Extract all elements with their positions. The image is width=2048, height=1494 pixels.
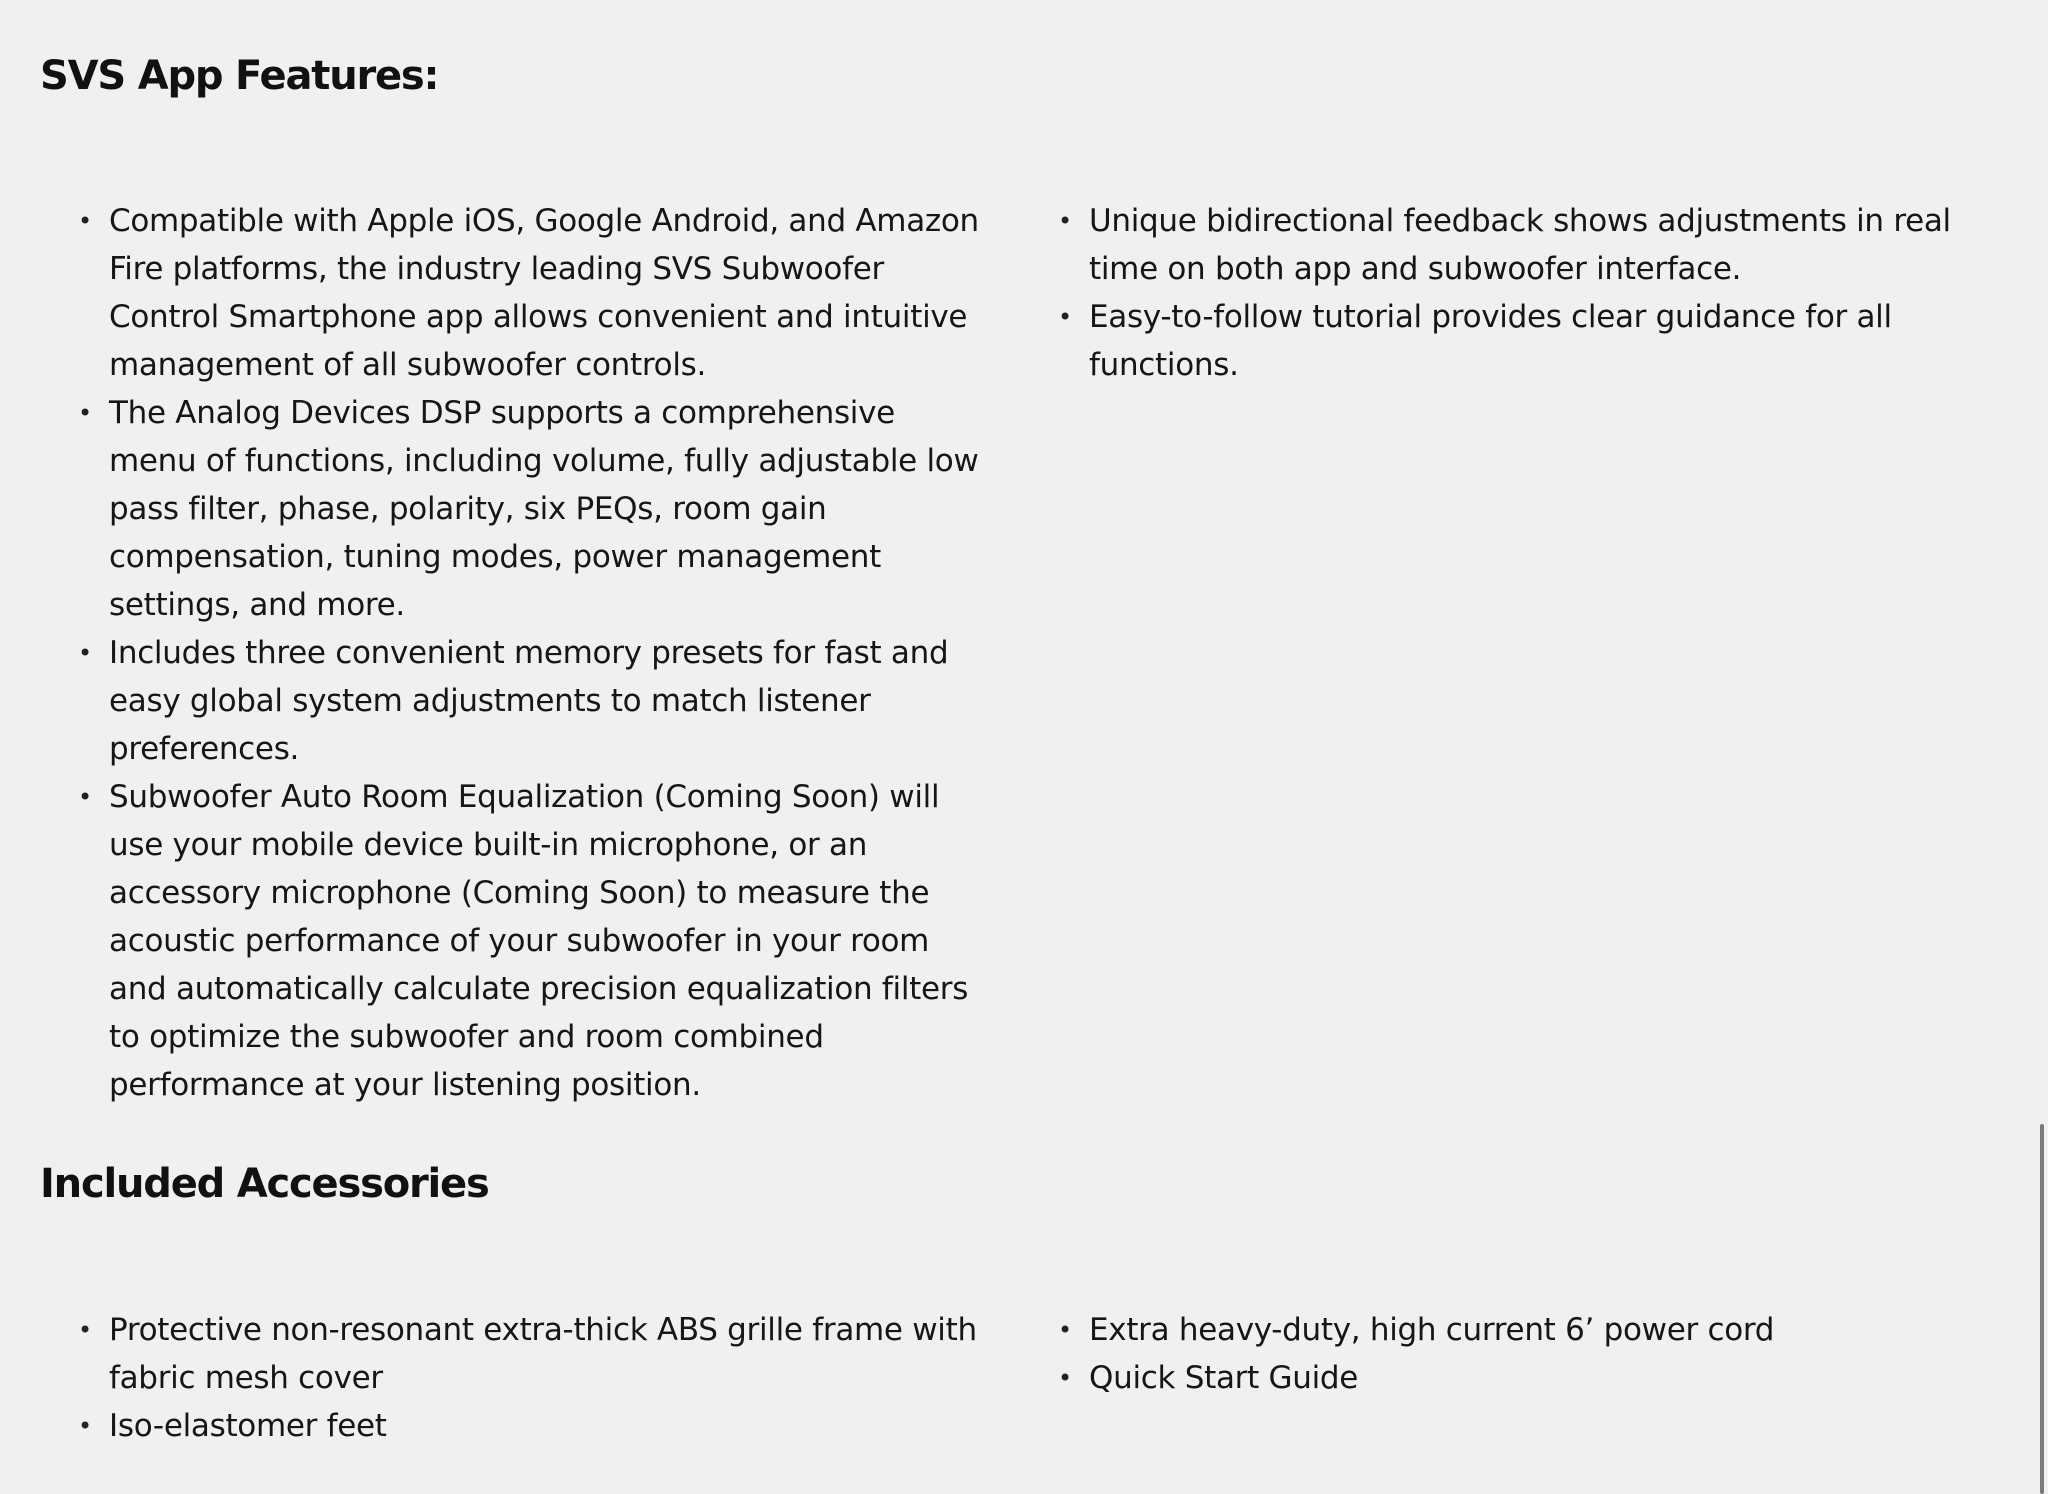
list-item: • Includes three convenient memory presets for fast and easy global system adjustments to match listener preferences. [40,629,981,773]
bullet-icon: • [78,207,92,235]
bullet-icon: • [1058,1364,1072,1392]
app-features-left-list [40,197,981,1109]
bullet-icon: • [78,1316,92,1344]
bullet-icon: • [1058,207,1072,235]
list-item: • Easy-to-follow tutorial provides clear guidance for all functions. [1020,293,1961,389]
list-item: • Compatible with Apple iOS, Google Android, and Amazon Fire platforms, the industry leading SVS Subwoofer Control Smartphone app allows convenient and intuitive management of all subwoofer controls. [40,197,981,389]
accessories-left-list [40,1306,981,1450]
bullet-icon: • [1058,303,1072,331]
svs-app-features-heading: SVS App Features: [40,53,439,99]
scrollbar-thumb[interactable] [2040,1124,2044,1494]
list-item: • Extra heavy-duty, high current 6’ power cord [1020,1306,1961,1354]
list-item: • Subwoofer Auto Room Equalization (Coming Soon) will use your mobile device built-in microphone, or an accessory microphone (Coming Soon) to measure the acoustic performance of your subwoofer in your room and automatically calculate precision equalization filters to optimize the subwoofer and room combined performance at your listening position. [40,773,981,1109]
bullet-icon: • [78,783,92,811]
list-item: • Iso-elastomer feet [40,1402,981,1450]
list-item: • Protective non-resonant extra-thick ABS grille frame with fabric mesh cover [40,1306,981,1402]
bullet-icon: • [78,639,92,667]
app-features-right-list [1020,197,1961,1109]
bullet-icon: • [1058,1316,1072,1344]
accessories-right-list [1020,1306,1961,1450]
included-accessories-heading: Included Accessories [40,1161,489,1207]
accessories-columns [40,1306,2000,1450]
list-item: • Quick Start Guide [1020,1354,1961,1402]
list-item: • The Analog Devices DSP supports a comprehensive menu of functions, including volume, fully adjustable low pass filter, phase, polarity, six PEQs, room gain compensation, tuning modes, power management settings, and more. [40,389,981,629]
list-item: • Unique bidirectional feedback shows adjustments in real time on both app and subwoofer interface. [1020,197,1961,293]
page-scrollbar[interactable] [2034,0,2048,1494]
app-features-columns [40,197,2000,1109]
bullet-icon: • [78,1412,92,1440]
bullet-icon: • [78,399,92,427]
